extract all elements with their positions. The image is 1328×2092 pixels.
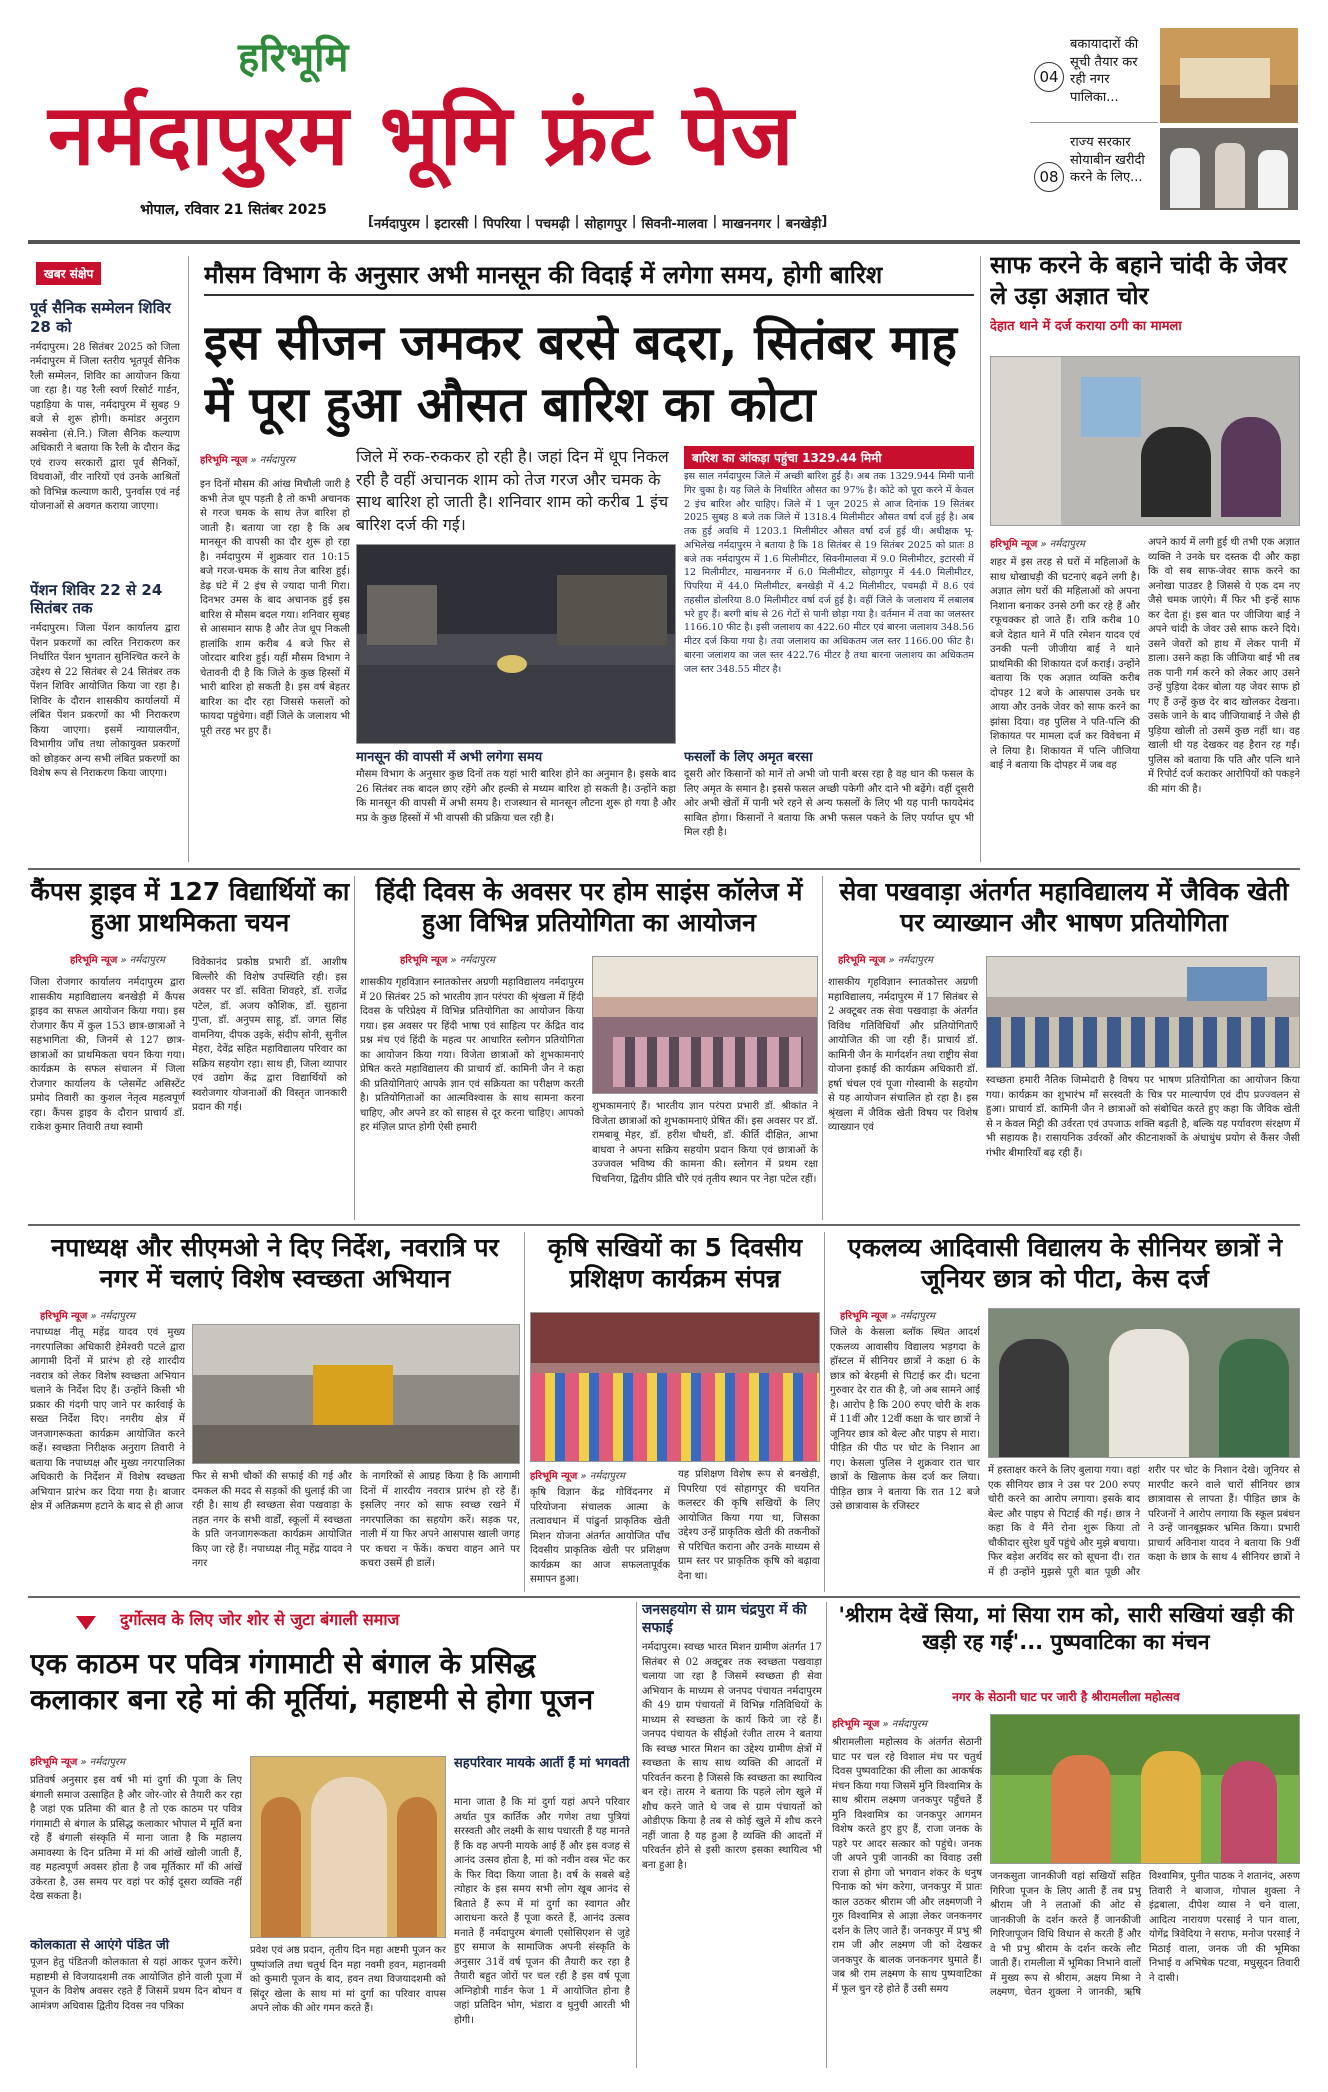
col-divider [822,876,823,1220]
brief-text-2: नर्मदापुरम। जिला पेंशन कार्यालय द्वारा पेंशन प्रकरणों का त्वरित निराकरण कर निर्धारित पेंशन भुगतान सुनिश्चित करने के उद्देश्य से 22 सितंबर से 24 सितंबर तक पेंशन शिविर आयोजित किया जा रहा है। शिविर के दौरान शासकीय कार्यालयों में लंबित पेंशन प्रकरणों का भी निराकरण किया जाएगा। इसमें न्यायालयीन, विभागीय जाँच तथा लोकायुक्त प्रकरणों को छोड़कर अन्य सभी लंबित प्रकरणों का विशेष रूप से निराकरण किया जाएगा। [30,623,180,779]
byline-brand: हरिभूमि न्यूज [30,1757,78,1768]
eklavya-headline: एकलव्य आदिवासी विद्यालय के सीनियर छात्रों ने जूनियर छात्र को पीटा, केस दर्ज [847,1233,1283,1294]
cleanliness-byline: हरिभूमि न्यूज » नर्मदापुरम [40,1311,135,1322]
city-nav: [ नर्मदापुरम | इटारसी | पिपरिया | पचमढ़ी | सोहागपुर | सिवनी-मालवा | माखननगर | बनखेड़ी ] [368,214,828,232]
theft-story [990,250,1300,866]
seva-story [828,876,1300,1220]
brand-logo: हरिभूमि [238,35,349,81]
bengali-body: प्रतिवर्ष अनुसार इस वर्ष भी मां दुर्गा की पूजा के लिए बंगाली समाज उत्साहित है और जोर-जोर से तैयारी कर रहा है जहां एक प्रतिमा की बात है तो एक काठम पर पवित्र गंगामाटी से बंगाल के प्रसिद्ध कलाकार भोपाल में मूर्ति बना रहे हैं बंगाली संस्कृति में माना जाता है कि महालय अमावस्या के दिन प्रतिमा में मां की आंखें खोली जाती हैं, वह महत्वपूर्ण अवसर होता है जब मूर्तिकार माँ की आंखें उकेरता है, उस समय पर वहां पर कोई दूसरा व्यक्ति नहीं देख सकता है। [30,1775,242,1902]
section-rule [28,1596,1300,1598]
byline-brand: हरिभूमि न्यूज [838,955,886,966]
campus-headline: कैंपस ड्राइव में 127 विद्यार्थियों का हुआ प्राथमिकता चयन [30,877,350,938]
campus-story [30,876,350,1220]
eklavya-body-2: में हस्ताक्षर करने के लिए बुलाया गया। वहां एक सीनियर छात्र ने उस पर 200 रुपए चोरी करने का आरोप लगाया। इसके बाद बेल्ट और पाइप से पिटाई की गई। छात्र ने कहा कि वे मैंने रोना शुरू किया तो चौकीदार सुरेश धुर्वे पहुंचे और मुझे बचाया। फिर बड़ेश अरविंद सर को सूचना दी। रात में ही उन्होंने मुझसे पूरी बात पूछी और शरीर पर चोट के निशान देखे। जूनियर से मारपीट करने वाले चारों सीनियर छात्र छात्रावास से लापता हैं। पीड़ित छात्र के परिजनों ने आरोप लगाया कि स्कूल प्रबंधन ने उन्हें जानबूझकर भ्रमित किया। प्रभारी प्राचार्य अविनाश यादव ने बताया कि 9वीं कक्षा के छात्र के साथ 4 सीनियर छात्रों ने [988,1465,1300,1578]
krishi-body: कृषि विज्ञान केंद्र गोविंदनगर में परियोजना संचालक आत्मा के तत्वावधान में पांढुर्ना प्राकृतिक खेती मिशन योजना अंतर्गत आयोजित पाँच दिवसीय प्राकृतिक खेती पर प्रशिक्षण कार्यक्रम का आज सफलतापूर्वक समापन हुआ। [530,1487,670,1585]
city-bracket: [ [368,214,374,229]
campus-body: जिला रोजगार कार्यालय नर्मदापुरम द्वारा शासकीय महाविद्यालय बनखेड़ी में कैंपस ड्राइव का सफल आयोजन किया गया। इस रोजगार कैंप में कुल 153 छात्र-छात्राओं ने सहभागिता की, जिनमें से 127 छात्र-छात्राओं का प्राथमिकता चयन किया गया। कार्यक्रम के सफल संचालन में जिला रोजगार कार्यालय के प्लेसमेंट असिस्टेंट प्रमोद तिवारी का कुशल नेतृत्व महत्वपूर्ण रहा। कैंपस ड्राइव के दौरान प्राचार्य डॉ. राकेश कुमार तिवारी तथा स्वामी [30,977,185,1133]
lead-kicker: मौसम विभाग के अनुसार अभी मानसून की विदाई में लगेगा समय, होगी बारिश [204,260,974,296]
col-divider [188,256,189,862]
teaser-photo-2 [1160,128,1298,210]
byline-place: नर्मदापुरम [899,1311,935,1322]
lead-headline: इस सीजन जमकर बरसे बदरा, सितंबर माह में पूरा हुआ औसत बारिश का कोटा [204,315,957,434]
col-divider [354,876,355,1220]
theft-body-2: अपने कार्य में लगी हुई थी तभी एक अज्ञात व्यक्ति ने उनके घर दस्तक दी और कहा कि वो सब साफ-जेवर साफ करने का अनोखा पाउडर है जिससे ये एक दम नए जैसे चमक जाएंगे। मैं फिर भी इन्हें साफ कर देता हूं। इस बात पर जीजिया बाई ने अपने चांदी के जेवर उसे साफ करने दिये। उसने जेवरों को हाथ में लेकर पानी में डाला। उसने कहा कि जीजिया बाई भी तब तक पानी गर्म करने को लेकर आए उसने उन्हें पुड़िया देकर बोला यह जेवर साफ हो गए हैं उन्हें कुछ देर बाद खोलकर देखना। उसके जाने के बाद जीजियाबाई ने जैसे ही पुड़िया खोली तो उसमें कुछ नहीं था। वह खाली थी यह देखकर वह हैरान रह गईं। पुलिस को बताया कि पति और पत्नि थाने में रिपोर्ट दर्ज कराकर आरोपियों को पकड़ने की मांग की है। [1148,537,1300,795]
byline-place: नर्मदापुरम [1049,539,1085,550]
byline-brand: हरिभूमि न्यूज [990,539,1038,550]
teaser-box [1030,28,1298,210]
page-title: नर्मदापुरम भूमि फ्रंट पेज [48,86,795,184]
village-body: नर्मदापुरम। स्वच्छ भारत मिशन ग्रामीण अंतर्गत 17 सितंबर से 02 अक्टूबर तक स्वच्छता पखवाड़ा चलाया जा रहा है जिसमें स्वच्छता ही सेवा अभियान के माध्यम से जनपद पंचायत नर्मदापुरम की 49 ग्राम पंचायतों में विभिन्न गतिविधियों के माध्यम से स्वच्छता के कार्य किये जा रहे हैं। जनपद पंचायत के सीईओ रंजीत तारम ने बताया कि स्वच्छ भारत मिशन का उद्देश्य ग्रामीण क्षेत्रों में स्वच्छता के साथ साथ व्यक्ति की आदतों में परिवर्तन करना है जिससे कि स्वच्छता का स्थायित्व बन रहे। तारम ने बताया कि पहले लोग खुले में शौच करने जाते थे जब से ग्राम पंचायतों को ओडीएफ किया है तब से कोई खुले में शौच करने नहीं जाता है यह हुआ है व्यक्ति की आदतों में परिवर्तन होने से इसी कारण इसका स्थायित्व भी बना हुआ है। [642,1642,822,1871]
col-divider [824,1232,825,1592]
bengali-sub2: सहपरिवार मायके आतीं हैं मां भगवती [454,1756,630,1771]
ramlila-story [832,1602,1300,2068]
lead-story [196,256,976,866]
eklavya-body: जिले के केसला ब्लॉक स्थित आदर्श एकलव्य आवासीय विद्यालय भड़गदा के हॉस्टल में सीनियर छात्रों ने कक्षा 6 के छात्र को बेरहमी से पिटाई कर दी। घटना गुरुवार देर रात की है, जो अब सामने आई है। आरोप है कि 200 रुपए चोरी के शक में 11वीं और 12वीं कक्षा के चार छात्रों ने जूनियर छात्र को बेल्ट और पाइप से मारा। पीड़ित की पीठ पर चोट के निशान आ गए। केसला पुलिस ने शुक्रवार रात चार छात्रों के खिलाफ केस दर्ज कर लिया। पीड़ित छात्र ने बताया कि रात 12 बजे उसे छात्रावास के रजिस्टर [830,1327,980,1512]
krishi-story [530,1232,820,1592]
byline-brand: हरिभूमि न्यूज [200,455,248,466]
brief-headline-1: पूर्व सैनिक सम्मेलन शिविर 28 को [30,299,171,336]
byline-brand: हरिभूमि न्यूज [832,1719,880,1730]
city-link[interactable]: माखननगर [722,217,772,232]
bengali-headline: एक काठम पर पवित्र गंगामाटी से बंगाल के प्रसिद्ध कलाकार बना रहे मां की मूर्तियां, महाष्टमी से होगा पूजन [30,1647,594,1717]
city-link[interactable]: सिवनी-मालवा [641,217,708,232]
ramlila-subhead: नगर के सेठानी घाट पर जारी है श्रीरामलीला महोत्सव [952,1690,1180,1704]
cleanliness-body-3: के नागरिकों से आग्रह किया है कि आगामी दिनों में शारदीय नवरात्र प्रारंभ हो रहे हैं। इसलिए नगर को साफ स्वच्छ रखने में नगरपालिका का सहयोग करें। सड़क पर, नाली में या फिर अपने आसपास खाली जगह पर कचरा न फेंकें। कचरा वाहन आने पर कचरा उसमें ही डालें। [360,1471,520,1569]
ramlila-photo [990,1714,1300,1864]
village-headline: जनसहयोग से ग्राम चंद्रपुरा में की सफाई [642,1602,807,1636]
cleanliness-body: नपाध्यक्ष नीतू महेंद्र यादव एवं मुख्य नगरपालिका अधिकारी हेमेश्वरी पटले द्वारा आगामी दिनों में प्रारंभ हो रहे शारदीय नवरात्र को लेकर विशेष स्वच्छता अभियान चलाने के निर्देश दिए हैं। उन्होंने किसी भी प्रकार की गंदगी पाए जाने पर कार्रवाई के सख्त निर्देश दिए। नगरीय क्षेत्र में जनजागरूकता कार्यक्रम आयोजित करने कहें। स्वच्छता निरीक्षक अनुराग तिवारी ने बताया कि नपाध्यक्ष और मुख्य नगरपालिका अधिकारी के निर्देशन में विशेष स्वच्छता अभियान प्रारंभ कर दिया गया है। बाजार क्षेत्र में अतिक्रमण हटाने के बाद से ही आज [30,1327,185,1512]
section-rule [28,1224,1300,1226]
campus-byline: हरिभूमि न्यूज » नर्मदापुरम [70,955,165,966]
bengali-story [30,1602,630,2068]
lead-body: इन दिनों मौसम की आंख मिचौली जारी है कभी तेज धूप पड़ती है तो कभी अचानक से गरज चमक के साथ तेज बारिश हो जाती है। बताया जा रहा है कि अब मानसून की वापसी का दौर शुरू हो रहा है। नर्मदापुरम में शुक्रवार रात 10:15 बजे गरज-चमक के साथ तेज बारिश हुई। डेढ़ घंटे में 2 इंच से ज्यादा पानी गिरा। दिनभर उमस के बाद अचानक हुई इस बारिश से मौसम बदल गया। शनिवार सुबह से आसमान साफ है और तेज धूप निकली हालांकि शाम करीब 4 बजे फिर से जोरदार बारिश हुई। यहीं मौसम विभाग ने चेतावनी दी है कि जिले के कुछ हिस्सों में भारी बारिश हो सकती है। इस वर्ष बेहतर बारिश का दौर रहा जिससे फसलों को फायदा पहुंचेगा। वहीं जिले के जलाशय भी पूरी तरह भर हुए हैं। [200,479,350,737]
lead-quote: जिले में रुक-रुककर हो रही है। जहां दिन में धूप निकल रही है वहीं अचानक शाम को तेज गरज और चमक के साथ बारिश हो जाती है। शनिवार शाम को करीब 1 इंच बारिश दर्ज की गई। [356,447,669,535]
lead-sub1: मानसून की वापसी में अभी लगेगा समय [356,750,543,765]
byline-place: नर्मदापुरम [459,955,495,966]
village-story [642,1602,822,2068]
brief-column [30,262,180,862]
seva-body: शासकीय गृहविज्ञान स्नातकोत्तर अग्रणी महाविद्यालय, नर्मदापुरम में 17 सितंबर से 2 अक्टूबर तक सेवा पखवाड़ा के अंतर्गत विविध गतिविधियाँ और प्रतियोगिताएँ आयोजित की जा रही हैं। प्राचार्य डॉ. कामिनी जैन के मार्गदर्शन तथा राष्ट्रीय सेवा योजना इकाई की कार्यक्रम अधिकारी डॉ. हर्षा चंचल एवं पूजा गोस्वामी के सहयोग से यह आयोजन संचालित हो रहा है। इस श्रृंखला में जैविक खेती विषय पर विशेष व्याख्यान एवं [828,977,978,1133]
city-link[interactable]: पिपरिया [482,217,521,232]
seva-body-2: स्वच्छता हमारी नैतिक जिम्मेदारी है विषय पर भाषण प्रतियोगिता का आयोजन किया गया। कार्यक्रम का शुभारंभ माँ सरस्वती के चित्र पर माल्यार्पण एवं दीप प्रज्ज्वलन से हुआ। प्राचार्य डॉ. कामिनी जैन ने छात्राओं को संबोधित करते हुए कहा कि जैविक खेती से न केवल मिट्टी की उर्वरता एवं उपजाऊ शक्ति बढ़ती है, बल्कि यह पर्यावरण संरक्षण में भी सहायक है। रासायनिक उर्वरकों और कीटनाशकों के अंधाधुंध प्रयोग से कैंसर जैसी गंभीर बीमारियाँ बढ़ रही हैं। [986,1075,1300,1159]
bengali-body-2: प्रवेश एवं अष्ठ प्रदान, तृतीय दिन महा अष्टमी पूजन कर पुष्पांजलि तथा चतुर्थ दिन महा नवमी हवन, महानवमी को कुमारी पूजन के बाद, हवन तथा विजयादशमी को सिंदूर खेला के साथ मां मां दुर्गा का परिवार वापस अपने लोक की ओर गमन करते हैं। [250,1945,446,2014]
teaser-number: 08 [1034,162,1064,192]
krishi-body-2: यह प्रशिक्षण विशेष रूप से बनखेड़ी, पिपरिया एवं सोहागपुर की चयनित कलस्टर की कृषि सखियों के लिए आयोजित किया गया था, जिसका उद्देश्य उन्हें प्राकृतिक खेती की तकनीकों से परिचित कराना और उनके माध्यम से ग्राम स्तर पर प्राकृतिक कृषि को बढ़ावा देना था। [678,1469,820,1582]
theft-photo [990,356,1300,526]
brief-label: खबर संक्षेप [36,262,101,285]
ramlila-byline: हरिभूमि न्यूज » नर्मदापुरम [832,1719,927,1730]
lead-photo [356,544,676,744]
students-photo [988,1308,1300,1458]
hindi-day-story [360,876,818,1220]
durga-photo [250,1756,446,1938]
eklavya-story [830,1232,1300,1592]
teaser-text: बकायादारों की सूची तैयार कर रही नगर पालिका... [1070,37,1139,105]
cleanliness-story [30,1232,520,1592]
campus-body-2: विवेकानंद प्रकोष्ठ प्रभारी डॉ. आशीष बिल्लौरे की विशेष उपस्थिति रही। इस अवसर पर डॉ. सविता शिवहरे, डॉ. राजेंद्र पटेल, डॉ. अजय कौशिक, डॉ. सुहाना गुप्ता, डॉ. अनुपम साहू, डॉ. जगत सिंह वामनिया, दीपक उइके, संदीप सोनी, सुनील मेहरा, देवेंद्र सहित महाविद्यालय परिवार का सक्रिय सहयोग रहा। साथ ही, जिला व्यापार एवं उद्योग केंद्र द्वारा विद्यार्थियों को स्वरोजगार योजनाओं की विस्तृत जानकारी प्रदान की गई। [192,957,347,1113]
brief-text-1: नर्मदापुरम। 28 सितंबर 2025 को जिला नर्मदापुरम में जिला स्तरीय भूतपूर्व सैनिक रैली सम्मेलन, शिविर का आयोजन किया जा रहा है। यह रैली स्वर्ण रिसोर्ट गार्डन, पहाड़िया के पास, नर्मदापुरम में सुबह 9 बजे से शुरू होगी। कमांडर अनुराग सक्सेना (से.नि.) जिला सैनिक कल्याण अधिकारी ने बताया कि रैली के दौरान केंद्र एवं राज्य सरकारों द्वारा पूर्व सैनिकों, विधवाओं, वीर नारियों एवं उनके आश्रितों को विभिन्न कल्याण कारी, पुनर्वास एवं नई योजनाओं से अवगत कराया जाएगा। [30,341,180,512]
col-divider [636,1602,637,2068]
theft-subhead: देहात थाने में दर्ज कराया ठगी का मामला [990,319,1182,335]
group-photo [530,1312,820,1462]
krishi-headline: कृषि सखियों का 5 दिवसीय प्रशिक्षण कार्यक्रम संपन्न [547,1233,803,1294]
jcb-photo [192,1324,520,1464]
teaser-number: 04 [1034,62,1064,92]
hindi-day-body-2: शुभकामनाएं हैं। भारतीय ज्ञान परंपरा प्रभारी डॉ. श्रीकांत ने विजेता छात्राओं को शुभकामनाएं प्रेषित कीं। इस अवसर पर डॉ. रामबाबू मेहर, डॉ. हरीश चौधरी, डॉ. कीर्ति दीक्षित, आभा बाधवा ने अपना सक्रिय सहयोग प्रदान किया एवं छात्राओं के उज्जवल भविष्य की कामना की। स्लोगन में प्रथम रक्षा चिचनिया, द्वितीय प्रीति चौरे एवं तृतीय स्थान पर नेहा पटेल रहीं। [592,1101,818,1185]
dateline-text: भोपाल, रविवार 21 सितंबर 2025 [140,202,327,218]
city-link[interactable]: सोहागपुर [584,217,627,232]
teaser-2[interactable] [1030,128,1158,210]
cleanliness-body-2: फिर से सभी चौकों की सफाई की गई और दमकल की मदद से सड़कों की धुलाई की जा रही है। साथ ही स्वच्छता सेवा पखवाड़ा के तहत नगर के सभी वार्डों, स्कूलों में स्वच्छता के प्रति जनजागरूकता कार्यक्रम आयोजित किए जा रहे हैं। नपाध्यक्ष नीतू महेंद्र यादव ने नगर [192,1471,352,1569]
brief-headline-2: पेंशन शिविर 22 से 24 सितंबर तक [30,580,163,618]
city-link[interactable]: बनखेड़ी [785,217,822,232]
byline-brand: हरिभूमि न्यूज [840,1311,888,1322]
col-divider [524,1232,525,1592]
hindi-day-byline: हरिभूमि न्यूज » नर्मदापुरम [400,955,495,966]
bengali-sub2-body: माना जाता है कि मां दुर्गा यहां अपने परिवार अर्थात पुत्र कार्तिक और गणेश तथा पुत्रियां सरस्वती और लक्ष्मी के साथ पधारती हैं यह मानते हैं कि वह अपनी मायके आई हैं और इस वजह से आनंद उत्सव होता है, मां को नवीन वस्त्र भेंट कर के फिर विदा किया जाता है। वर्ष के सबसे बड़े त्योहार के इस समय सभी लोग खूब आनंद से बिताते हैं रूप में मां दुर्गा का स्वागत और आराधना करते हैं पूजा करते हैं, आनंद उत्सव मनाते हैं नर्मदापुरम बंगाली एसोसिएशन से जुड़े हुए समाज के सामाजिक अपनी संस्कृति के अनुसार 31वें वर्ष पूजन की तैयारी कर रहा है तैयारी बहुत जोरों पर चल रही है इस वर्ष पूजा अग्निहोत्री गार्डन फेज 1 में आयोजित होना है जहां प्रतिदिन भोग, भंडारा व धुनुची आरती भी होगी। [454,1797,630,2026]
ramlila-body-2: जनकसुता जानकीजी वहां सखियों सहित गिरिजा पूजन के लिए आती हैं तब प्रभु श्रीराम जी ने लताओं की ओट से जानकीजी के दर्शन करते हैं जानकीजी गिरिजापूजन विधि विधान से करती हैं और वे भी प्रभु श्रीराम के दर्शन करके लौट जाती हैं। रामलीला में भूमिका निभाने वालों में मुख्य रूप से श्रीराम, अक्षय मिश्रा ने लक्ष्मण, चेतन शुक्ला ने जानकी, ऋषि विश्वामित्र, पुनीत पाठक ने शतानंद, अरुण तिवारी ने बाजाज, गोपाल शुक्ला ने इंद्रबाला, दीपेश व्यास ने चने वाला, आदित्य नारायण परसाई ने पान वाला, योगेंद्र त्रिवेदिया ने सराफ, मनोज परसाई ने मिठाई वाला, जनक जी की भूमिका निभाई व अभिषेक पटवा, मधुसूदन तिवारी ने दासी। [990,1871,1300,1998]
masthead-rule [28,240,1300,244]
city-link[interactable]: नर्मदापुरम [373,217,420,232]
theft-headline: साफ करने के बहाने चांदी के जेवर ले उड़ा अज्ञात चोर [990,251,1287,311]
lecture-photo [986,956,1300,1068]
bengali-sub1: कोलकाता से आएंगे पंडित जी [30,1938,170,1953]
byline-brand: हरिभूमि न्यूज [70,955,118,966]
hall-photo [592,956,818,1094]
col-divider [826,1602,827,2068]
lead-sub1-body: मौसम विभाग के अनुसार कुछ दिनों तक यहां भारी बारिश होने का अनुमान है। इसके बाद 26 सितंबर तक बादल छाए रहेंगे और हल्की से मध्यम बारिश हो सकती है। उन्होंने कहा कि मानसून की वापसी में अभी समय है। राजस्थान से मानसून लौटना शुरू हो गया है और मप्र के कुछ हिस्सों में भी वापसी की प्रक्रिया चल रही है। [356,769,676,824]
lead-sub2-body: दूसरी ओर किसानों को मानें तो अभी जो पानी बरस रहा है वह धान की फसल के लिए अमृत के समान है। इससे फसल अच्छी पकेगी और दाने भी बढ़ेंगे। वहीं दूसरी ओर अभी खेतों में पानी भरे रहने से अन्य फसलों के लिए भी यह पानी फायदेमंद साबित होगा। किसानों ने बताया कि अभी फसल पकने के लिए पर्याप्त धूप भी मिल रही है। [684,769,974,838]
eklavya-byline: हरिभूमि न्यूज » नर्मदापुरम [840,1311,935,1322]
ramlila-body: श्रीरामलीला महोत्सव के अंतर्गत सेठानी घाट पर चल रहे विशाल मंच पर चतुर्थ दिवस पुष्पवाटिका की लीला का आकर्षक मंचन किया गया जिसमें मुनि विश्वामित्र के साथ श्रीराम लक्ष्मण जनकपुर पहुँचते हैं मुनि विश्वामित्र का जनकपुर आगमन विशेष करते हुए हुए हैं, राजा जनक के पहरे पर आदर सत्कार को पहुंचे। जनक जी अपने पुत्री जानकी का विवाह उसी राजा से होगा जो भगवान शंकर के धनुष पिनाक को भंग करेगा, जनकपुर में प्रातः काल उठकर श्रीराम जी और लक्ष्मणजी ने गुरु विश्वामित्र से आज्ञा लेकर जनकनगर दर्शन के लिए जाते हैं। जनकपुर में प्रभु श्री राम जी और लक्ष्मण जी को देखकर जनकपुर के बालक जनकनगर घुमाते हैं। जब श्री राम लक्ष्मण के साथ पुष्पवाटिका में फूल चुन रहे होते हैं उसी समय [832,1737,982,1995]
masthead [28,28,1028,198]
byline-place: नर्मदापुरम [129,955,165,966]
chart-body: इस साल नर्मदापुरम जिले में अच्छी बारिश हुई है। अब तक 1329.944 मिमी पानी गिर चुका है। यह जिले के निर्धारित औसत का 97% है। कोटे को पूरा करने में केवल 2 इंच बारिश और चाहिए। जिले में 1 जून 2025 से आज दिनांक 19 सितंबर 2025 सुबह 8 बजे तक जिले में 1318.4 मिलीमीटर औसत वर्षा दर्ज हुई है। अब तक हुई अवधि में 1203.1 मिलीमीटर औसत वर्षा दर्ज हुई थी। अधीक्षक भू-अभिलेख नर्मदापुरम ने बताया है कि 18 सितंबर से 19 सितंबर 2025 को प्रातः 8 बजे तक नर्मदापुरम में 1.6 मिलीमीटर, सिवनीमालवा में 9.0 मिलीमीटर, इटारसी में 12 मिलीमीटर, माखननगर में 6.0 मिलीमीटर, सोहागपुर में 44.0 मिलीमीटर, पिपरिया में 44.0 मिलीमीटर, बनखेड़ी में 4.2 मिलीमीटर, पचमढ़ी में 8.6 एवं तहसील डोलरिया 8.0 मिलीमीटर वर्षा दर्ज हुई है। वहीं जिले के जलाशय में लबालब भरे हुए हैं। बरगी बांध से 26 गेटों से पानी छोड़ा गया है। वर्तमान में तवा का जलस्तर 1166.10 फीट है। इसी जलाशय का 422.60 मीटर एवं बारना जलाशय 348.56 मीटर दर्ज किया गया है। तवा जलाशय का अधिकतम जल स्तर 1166.00 फीट है। बारना जलाशय का जल स्तर 422.76 मीटर है तथा बारना जलाशय का अधिकतम जल स्तर 348.55 मीटर है। [684,471,974,675]
col-divider [980,256,981,862]
byline-place: नर्मदापुरम [89,1757,125,1768]
hindi-day-headline: हिंदी दिवस के अवसर पर होम साइंस कॉलेज में हुआ विभिन्न प्रतियोगिता का आयोजन [375,877,803,938]
lead-sub2: फसलों के लिए अमृत बरसा [684,750,813,765]
bengali-sub1-body: पूजन हेतु पंडितजी कोलकाता से यहां आकर पूजन करेंगे। महाष्टमी से विजयादशमी तक आयोजित होने वाली पूजा में पूजन के विशेष अवसर रहते हैं जिसमें प्रथम दिन बोधन व आमंत्रण अधिवास द्वितीय दिवस नव पत्रिका [30,1957,242,2012]
theft-body-1: शहर में इस तरह से घरों में महिलाओं के साथ धोखाधड़ी की घटनाएं बढ़ने लगी है। अज्ञात लोग घरों की महिलाओं को अपना निशाना बनाकर उनसे ठगी कर रहे हैं और रफूचक्कर हो जाते हैं। रात्रि करीब 10 बजे देहात थाने में पति रमेशन यादव एवं उनकी पत्नी जीजीया बाई ने थाने प्राथमिकी की शिकायत दर्ज कराई। उन्होंने बताया कि एक अज्ञात व्यक्ति करीब दोपहर 12 बजे के आसपास उनके घर आया और उनके जेवर को साफ करने का झांसा दिया। वह पुलिस ने पति-पत्नि की शिकायत पर मामला दर्ज कर विवेचना में ले लिया है। शिकायत में पत्नि जीजिया बाई ने बताया कि दोपहर में जब वह [990,557,1140,771]
byline-place: नर्मदापुरम [891,1719,927,1730]
city-link[interactable]: पचमढ़ी [535,217,570,232]
teaser-text: राज्य सरकार सोयाबीन खरीदी करने के लिए... [1070,135,1145,186]
cleanliness-headline: नपाध्यक्ष और सीएमओ ने दिए निर्देश, नवरात्रि पर नगर में चलाएं विशेष स्वच्छता अभियान [51,1233,499,1294]
chart-label: बारिश का आंकड़ा पहुंचा 1329.44 मिमी [684,446,974,469]
byline-place: नर्मदापुरम [897,955,933,966]
byline-place: नर्मदापुरम [99,1311,135,1322]
theft-byline: हरिभूमि न्यूज » नर्मदापुरम [990,539,1085,550]
krishi-byline: हरिभूमि न्यूज » नर्मदापुरम [530,1471,625,1482]
teaser-1[interactable] [1030,28,1158,123]
city-link[interactable]: इटारसी [434,217,469,232]
bengali-byline: हरिभूमि न्यूज » नर्मदापुरम [30,1757,125,1768]
seva-headline: सेवा पखवाड़ा अंतर्गत महाविद्यालय में जैविक खेती पर व्याख्यान और भाषण प्रतियोगिता [839,877,1289,938]
byline-brand: हरिभूमि न्यूज [40,1311,88,1322]
byline-place: नर्मदापुरम [589,1471,625,1482]
byline-brand: हरिभूमि न्यूज [400,955,448,966]
section-rule [28,868,1300,870]
chevron-down-icon [76,1616,96,1630]
byline-brand: हरिभूमि न्यूज [530,1471,578,1482]
bengali-strap: दुर्गोत्सव के लिए जोर शोर से जुटा बंगाली समाज [120,1610,400,1629]
byline-place: नर्मदापुरम [259,455,295,466]
seva-byline: हरिभूमि न्यूज » नर्मदापुरम [838,955,933,966]
ramlila-headline: 'श्रीराम देखें सिया, मां सिया राम को, सारी सखियां खड़ी की खड़ी रह गईं'... पुष्पवाटिका का मंचन [838,1603,1294,1655]
hindi-day-body: शासकीय गृहविज्ञान स्नातकोत्तर अग्रणी महाविद्यालय नर्मदापुरम में 20 सितंबर 25 को भारतीय ज्ञान परंपरा की श्रृंखला में हिंदी दिवस के परिप्रेक्ष्य में विभिन्न प्रतियोगिता का आयोजन किया गया। इस अवसर पर हिंदी भाषा एवं साहित्य पर केंद्रित वाद प्रश्न मंच एवं हिंदी के महत्व पर आधारित स्लोगन प्रतियोगिता का आयोजन किया गया। विजेता छात्राओं को शुभकामनाएं प्रेषित करते महाविद्यालय की प्राचार्य डॉ. कामिनी जैन ने कहा की प्रतियोगिताएं आपके ज्ञान एवं सक्रियता का परीक्षण करती है। प्रतियोगिताओं का आत्मविश्वास के साथ सामना करना चाहिए, और अपने डर को साहस से दूर करना चाहिए। आपको हर मंज़िल प्राप्त होगी ऐसी हमारी [360,977,584,1133]
lead-byline: हरिभूमि न्यूज » नर्मदापुरम [200,455,295,466]
teaser-photo-1 [1160,28,1298,123]
